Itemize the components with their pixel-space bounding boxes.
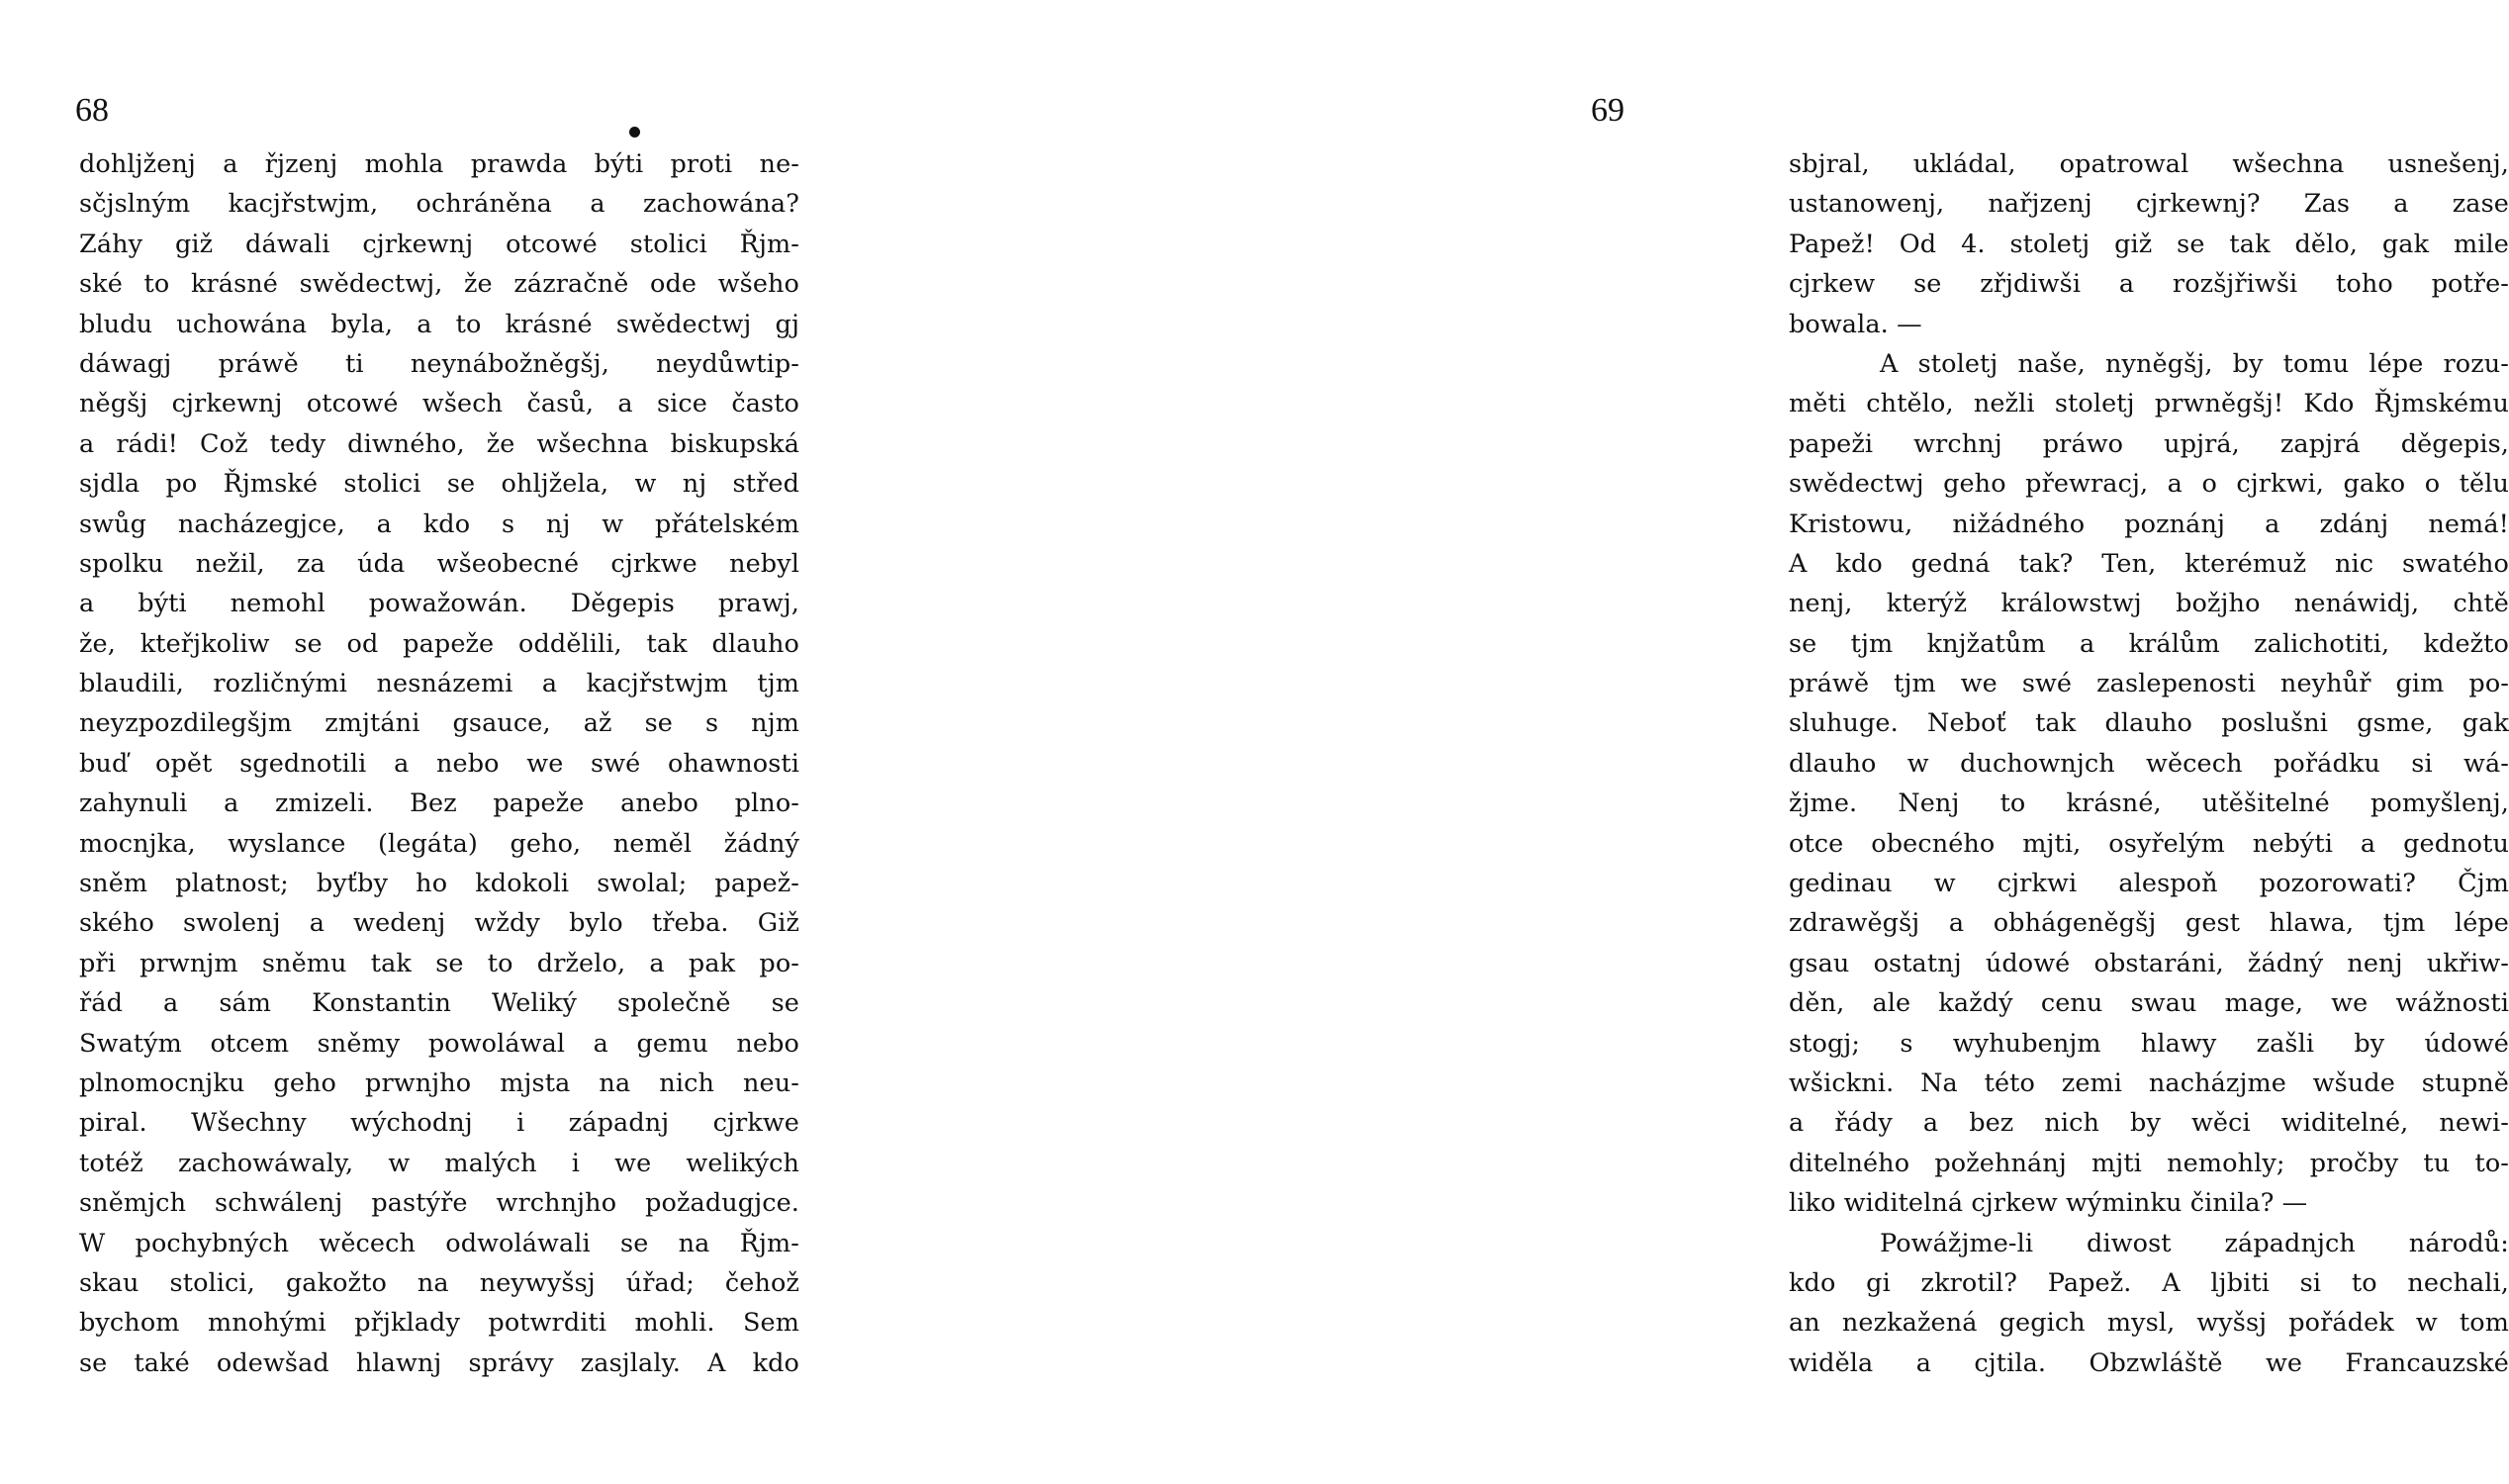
text-line: stogj; s wyhubenjm hlawy zašli by údowé	[1789, 1028, 2509, 1059]
text-line: buď opět sgednotili a nebo we swé ohawnosti	[79, 748, 799, 779]
page-number-right: 69	[1591, 92, 1625, 129]
ink-dot-mark	[629, 127, 640, 138]
text-line: sčjslným kacjřstwjm, ochráněna a zachowána?	[79, 189, 799, 220]
text-line: ské to krásné swědectwj, že zázračně ode wšeho	[79, 269, 799, 300]
text-line: Swatým otcem sněmy powoláwal a gemu nebo	[79, 1028, 799, 1059]
text-line: sbjral, ukládal, opatrowal wšechna usnešenj,	[1789, 149, 2509, 179]
text-line: sjdla po Řjmské stolici se ohljžela, w nj střed	[79, 469, 799, 500]
page-number-left: 68	[75, 92, 109, 129]
text-line: ditelného požehnánj mjti nemohly; pročby tu to-	[1789, 1148, 2509, 1178]
text-line: W pochybných wěcech odwoláwali se na Řjm-	[79, 1228, 799, 1258]
text-line: swůg nacházegjce, a kdo s nj w přátelském	[79, 509, 799, 539]
text-line: Papež! Od 4. stoletj giž se tak dělo, gak mile	[1789, 229, 2509, 259]
text-line: bychom mnohými přjklady potwrditi mohli. Sem	[79, 1308, 799, 1339]
text-line: a řády a bez nich by wěci widitelné, newi-	[1789, 1108, 2509, 1139]
text-line: práwě tjm we swé zaslepenosti neyhůř gim po-	[1789, 669, 2509, 699]
text-line: dlauho w duchownjch wěcech pořádku si wá-	[1789, 748, 2509, 779]
text-line: Záhy giž dáwali cjrkewnj otcowé stolici Řjm-	[79, 229, 799, 259]
text-line: dáwagj práwě ti neynábožněgšj, neydůwtip-	[79, 348, 799, 379]
text-line: neyzpozdilegšjm zmjtáni gsauce, až se s njm	[79, 708, 799, 739]
text-line: swědectwj geho přewracj, a o cjrkwi, gako o tělu	[1789, 469, 2509, 500]
text-line: žjme. Nenj to krásné, utěšitelné pomyšlenj,	[1789, 788, 2509, 819]
text-line: dohljženj a řjzenj mohla prawda býti proti ne-	[79, 149, 799, 179]
text-line: a býti nemohl powažowán. Děgepis prawj,	[79, 589, 799, 619]
text-line: Powážjme-li diwost západnjch národů:	[1880, 1228, 2509, 1258]
text-line: skau stolici, gakožto na neywyšsj úřad; čehož	[79, 1267, 799, 1298]
text-line: gsau ostatnj údowé obstaráni, žádný nenj ukřiw-	[1789, 948, 2509, 978]
text-line: měti chtělo, nežli stoletj prwněgšj! Kdo Řjmskému	[1789, 389, 2509, 419]
text-line: cjrkew se zřjdiwši a rozšjřiwši toho potře-	[1789, 269, 2509, 300]
text-line: sněm platnost; byťby ho kdokoli swolal; papež-	[79, 869, 799, 899]
right-page-text	[1789, 144, 2509, 1383]
text-line: papeži wrchnj práwo upjrá, zapjrá děgepis,	[1789, 428, 2509, 459]
text-line: A kdo gedná tak? Ten, kterémuž nic swatého	[1789, 548, 2509, 579]
text-line: blaudili, rozličnými nesnázemi a kacjřstwjm tjm	[79, 669, 799, 699]
text-line: piral. Wšechny wýchodnj i západnj cjrkwe	[79, 1108, 799, 1139]
text-line: A stoletj naše, nyněgšj, by tomu lépe rozu-	[1880, 348, 2509, 379]
text-line: gedinau w cjrkwi alespoň pozorowati? Čjm	[1789, 869, 2509, 899]
text-line: mocnjka, wyslance (legáta) geho, neměl žádný	[79, 828, 799, 859]
text-line: se také odewšad hlawnj správy zasjlaly. A kdo	[79, 1347, 799, 1378]
text-line: že, kteřjkoliw se od papeže oddělili, tak dlauho	[79, 628, 799, 659]
text-line: ustanowenj, nařjzenj cjrkewnj? Zas a zase	[1789, 189, 2509, 220]
text-line: sluhuge. Neboť tak dlauho poslušni gsme, gak	[1789, 708, 2509, 739]
text-line: an nezkažená gegich mysl, wyšsj pořádek w tom	[1789, 1308, 2509, 1339]
right-page	[859, 0, 2509, 1484]
text-line: ského swolenj a wedenj wždy bylo třeba. Giž	[79, 908, 799, 939]
text-line: otce obecného mjti, osyřelým nebýti a gednotu	[1789, 828, 2509, 859]
text-line: wšickni. Na této zemi nacházjme wšude stupně	[1789, 1067, 2509, 1098]
text-line: nenj, kterýž králowstwj božjho nenáwidj, chtě	[1789, 589, 2509, 619]
text-line: plnomocnjku geho prwnjho mjsta na nich neu-	[79, 1067, 799, 1098]
text-line: sněmjch schwálenj pastýře wrchnjho požadugjce.	[79, 1188, 799, 1219]
left-page	[0, 0, 859, 1484]
text-line: spolku nežil, za úda wšeobecné cjrkwe nebyl	[79, 548, 799, 579]
text-line: zahynuli a zmizeli. Bez papeže anebo plno-	[79, 788, 799, 819]
text-line: kdo gi zkrotil? Papež. A ljbiti si to nechali,	[1789, 1267, 2509, 1298]
text-line: bludu uchowána byla, a to krásné swědectwj gj	[79, 309, 799, 339]
text-line: řád a sám Konstantin Weliký společně se	[79, 988, 799, 1019]
text-line: bowala. —	[1789, 309, 1922, 339]
text-line: liko widitelná cjrkew wýminku činila? —	[1789, 1188, 2308, 1219]
text-line: se tjm knjžatům a králům zalichotiti, kdežto	[1789, 628, 2509, 659]
left-page-text	[79, 144, 799, 1383]
text-line: zdrawěgšj a obhágeněgšj gest hlawa, tjm lépe	[1789, 908, 2509, 939]
text-line: a rádi! Což tedy diwného, že wšechna biskupská	[79, 428, 799, 459]
text-line: Kristowu, nižádného poznánj a zdánj nemá!	[1789, 509, 2509, 539]
text-line: totéž zachowáwaly, w malých i we welikých	[79, 1148, 799, 1178]
text-line: widěla a cjtila. Obzwláště we Francauzské	[1789, 1347, 2509, 1378]
text-line: děn, ale každý cenu swau mage, we wážnosti	[1789, 988, 2509, 1019]
text-line: při prwnjm sněmu tak se to drželo, a pak po-	[79, 948, 799, 978]
text-line: něgšj cjrkewnj otcowé wšech časů, a sice často	[79, 389, 799, 419]
